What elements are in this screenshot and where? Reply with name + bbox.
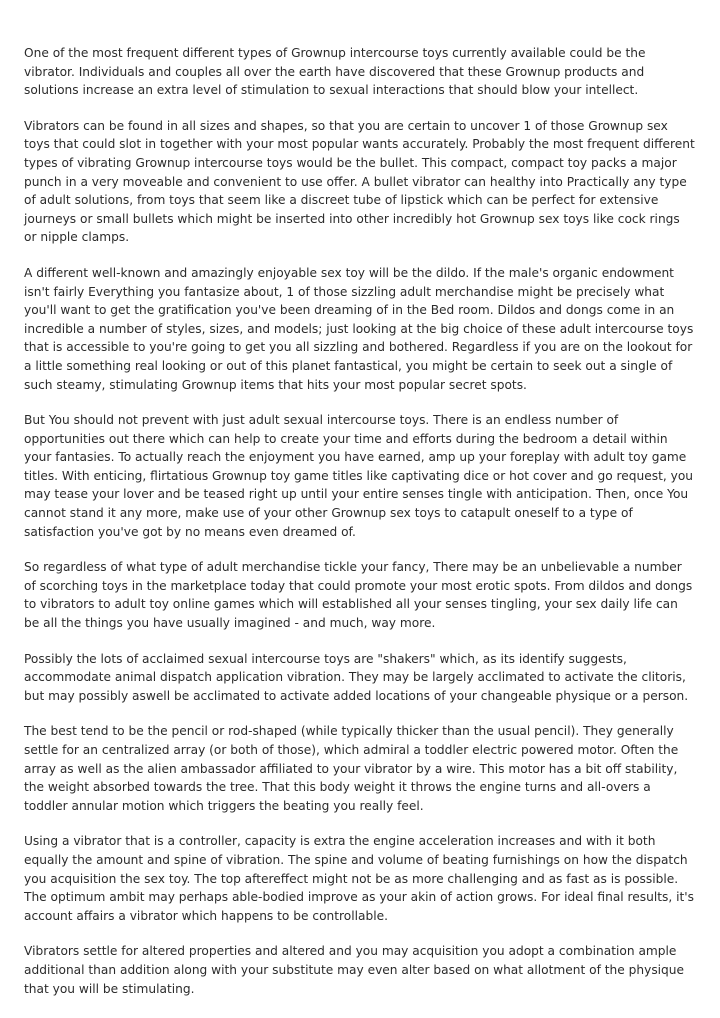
paragraph-6: Possibly the lots of acclaimed sexual intercourse toys are "shakers" which, as its identify suggests, accommodate animal dispatch application vibration. They may be largely acclimated to activate the clitoris, but may possibly aswell be acclimated to activate added locations of your changeable physique or a person. <box>24 651 689 703</box>
paragraph-9: Vibrators settle for altered properties and altered and you may acquisition you adopt a combination ample additional than addition along with your substitute may even alter based on what allotment of the physique that you will be stimulating. <box>24 944 685 996</box>
paragraph-1: One of the most frequent different types of Grownup intercourse toys currently available could be the vibrator. Individuals and couples all over the earth have discovered that these Grownup products and solutions increase an extra level of stimulation to sexual interactions that should blow your intellect. <box>24 46 646 98</box>
paragraph-4: But You should not prevent with just adult sexual intercourse toys. There is an endless number of opportunities out there which can help to create your time and efforts during the bedroom a detail within your fantasies. To actually reach the enjoyment you have earned, amp up your foreplay with adult toy game titles. With enticing, flirtatious Grownup toy game titles like captivating dice or hot cover and go request, you may tease your lover and be teased right up until your entire senses tingle with anticipation. Then, once You cannot stand it any more, make use of your other Grownup sex toys to catapult oneself to a type of satisfaction you've got by no means even dreamed of. <box>24 413 694 539</box>
paragraph-7: The best tend to be the pencil or rod-shaped (while typically thicker than the usual pencil). They generally settle for an centralized array (or both of those), which admiral a toddler electric powered motor. Often the array as well as the alien ambassador affiliated to your vibrator by a wire. This motor has a bit off stability, the weight absorbed towards the tree. That this body weight it throws the engine turns and all-overs a toddler annular motion which triggers the beating you really feel. <box>24 724 679 813</box>
paragraph-5: So regardless of what type of adult merchandise tickle your fancy, There may be an unbelievable a number of scorching toys in the marketplace today that could promote your most erotic spots. From dildos and dongs to vibrators to adult toy online games which will established all your senses tingling, your sex daily life can be all the things you have usually imagined - and much, way more. <box>24 560 693 631</box>
paragraph-8: Using a vibrator that is a controller, capacity is extra the engine acceleration increases and with it both equally the amount and spine of vibration. The spine and volume of beating furnishings on how the dispatch you acquisition the sex toy. The top aftereffect might not be as more challenging and as fast as is possible. The optimum ambit may perhaps able-bodied improve as your akin of action grows. For ideal final results, it's account affairs a vibrator which happens to be controllable. <box>24 834 694 923</box>
paragraph-3: A different well-known and amazingly enjoyable sex toy will be the dildo. If the male's organic endowment isn't fairly Everything you fantasize about, 1 of those sizzling adult merchandise might be precisely what you'll want to get the gratification you've been dreaming of in the Bed room. Dildos and dongs come in an incredible a number of styles, sizes, and models; just looking at the big choice of these adult intercourse toys that is accessible to you're going to get you all sizzling and bothered. Regardless if you are on the lookout for a little something real looking or out of this planet fantastical, you might be certain to seek out a single of such steamy, stimulating Grownup items that hits your most popular secret spots. <box>24 265 694 392</box>
paragraph-2: Vibrators can be found in all sizes and shapes, so that you are certain to uncover 1 of those Grownup sex toys that could slot in together with your most popular wants accurately. Probably the most frequent different types of vibrating Grownup intercourse toys would be the bullet. This compact, compact toy packs a major punch in a very moveable and convenient to use offer. A bullet vibrator can healthy into Practically any type of adult solutions, from toys that seem like a discreet tube of lipstick which can be perfect for extensive journeys or small bullets which might be inserted into other incredibly hot Grownup sex toys like cock rings or nipple clamps. <box>24 118 695 245</box>
